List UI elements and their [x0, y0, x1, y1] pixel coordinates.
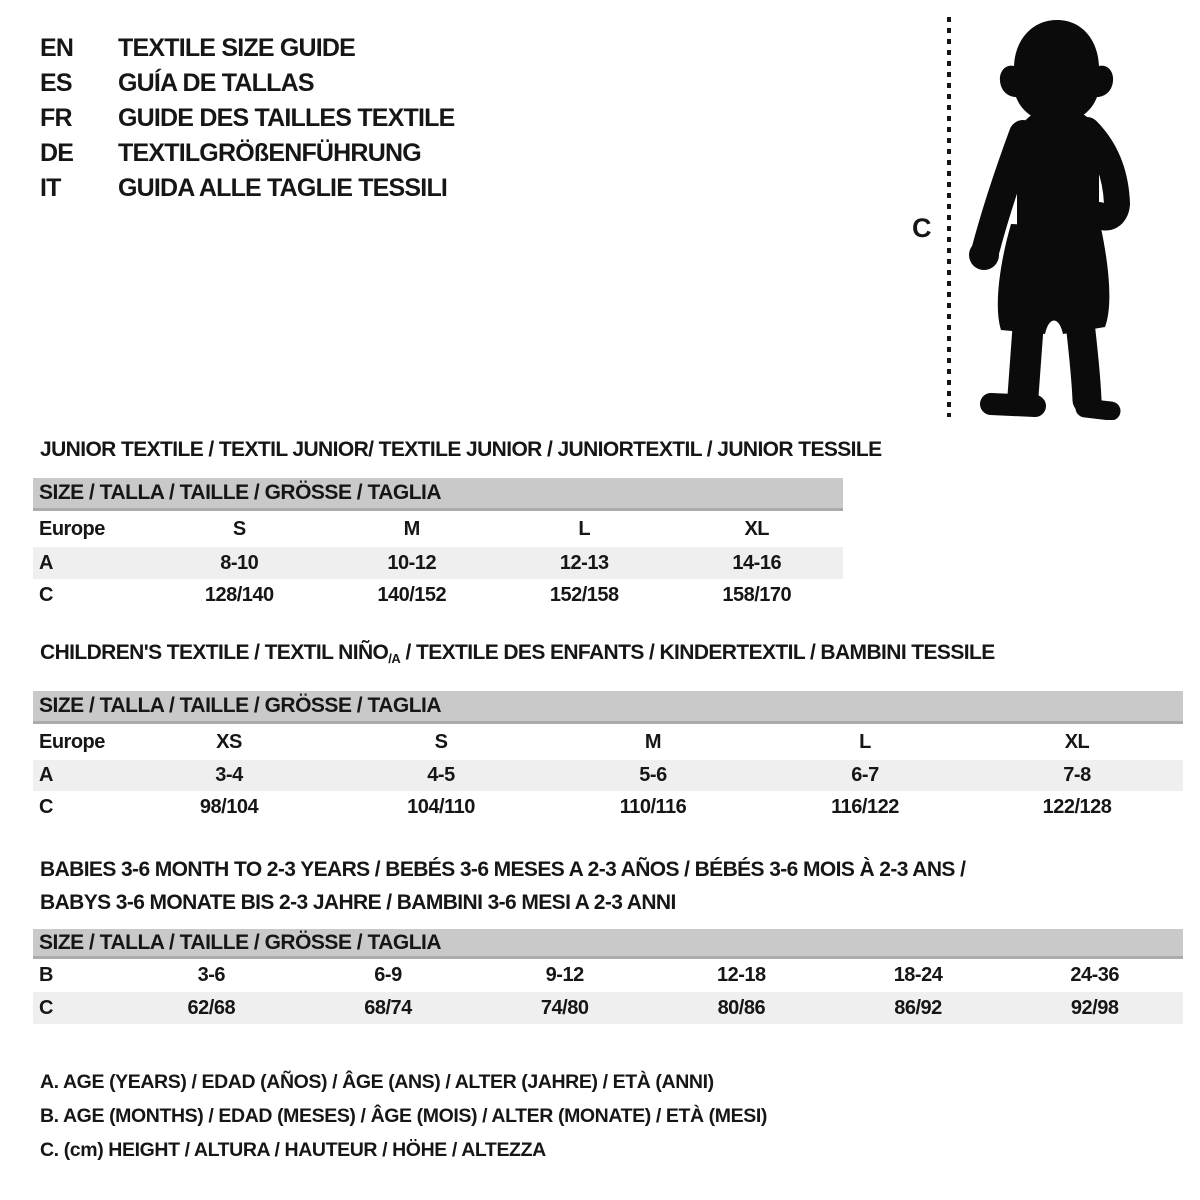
- children-size-table: [33, 691, 1183, 824]
- age-cell: 10-12: [387, 551, 437, 574]
- size-cell: M: [644, 730, 662, 753]
- row-label: B: [39, 964, 53, 986]
- language-title: GUIDA ALLE TAGLIE TESSILI: [118, 174, 448, 202]
- height-cell: 104/110: [407, 796, 475, 818]
- height-cell: 68/74: [364, 996, 412, 1019]
- language-title: GUÍA DE TALLAS: [118, 69, 314, 97]
- size-cell: XL: [744, 517, 770, 540]
- height-cell: 98/104: [199, 796, 259, 818]
- table-row: [33, 511, 843, 547]
- row-label: A: [39, 551, 53, 574]
- height-cell: 80/86: [717, 996, 766, 1019]
- age-cell: 24-36: [1070, 964, 1120, 986]
- language-title: TEXTILE SIZE GUIDE: [118, 34, 356, 62]
- age-cell: 6-9: [374, 964, 402, 986]
- legend: [40, 1071, 767, 1173]
- children-title-sub: /A: [388, 651, 401, 666]
- age-cell: 3-6: [197, 964, 226, 986]
- list-item: [40, 66, 455, 101]
- size-cell: XL: [1064, 730, 1090, 753]
- table-row: [33, 760, 1183, 791]
- height-cell: 122/128: [1042, 796, 1112, 818]
- table-header-size: SIZE / TALLA / TAILLE / GRÖSSE / TAGLIA: [33, 478, 843, 511]
- age-cell: 8-10: [220, 551, 259, 574]
- table-header-size: SIZE / TALLA / TAILLE / GRÖSSE / TAGLIA: [33, 929, 1183, 959]
- babies-section-title: [40, 853, 965, 919]
- children-title-post: / TEXTILE DES ENFANTS / KINDERTEXTIL / BAMBINI TESSILE: [400, 641, 995, 664]
- list-item: [40, 136, 455, 171]
- language-code: DE: [40, 139, 74, 167]
- table-row: [33, 724, 1183, 760]
- babies-title-line2: BABYS 3-6 MONATE BIS 2-3 JAHRE / BAMBINI 3-6 MESI A 2-3 ANNI: [40, 891, 676, 914]
- row-label: C: [39, 796, 53, 818]
- age-cell: 12-13: [559, 551, 609, 574]
- row-label: Europe: [39, 730, 105, 753]
- row-label: Europe: [39, 517, 105, 540]
- height-cell: 86/92: [894, 996, 942, 1019]
- height-measure-label: C: [912, 213, 931, 243]
- height-cell: 62/68: [187, 996, 236, 1019]
- height-cell: 128/140: [204, 584, 274, 606]
- row-label: A: [39, 764, 53, 786]
- language-title: GUIDE DES TAILLES TEXTILE: [118, 104, 455, 132]
- babies-size-table: [33, 929, 1183, 1024]
- table-header-size: SIZE / TALLA / TAILLE / GRÖSSE / TAGLIA: [33, 691, 1183, 724]
- language-code: FR: [40, 104, 72, 132]
- table-row: [33, 579, 843, 612]
- height-cell: 74/80: [540, 996, 589, 1019]
- language-title: TEXTILGRÖßENFÜHRUNG: [118, 139, 421, 167]
- age-cell: 7-8: [1063, 764, 1091, 786]
- row-label: C: [39, 996, 53, 1019]
- age-cell: 6-7: [851, 764, 879, 786]
- language-code: EN: [40, 34, 74, 62]
- junior-section-title: JUNIOR TEXTILE / TEXTIL JUNIOR/ TEXTILE JUNIOR / JUNIORTEXTIL / JUNIOR TESSILE: [40, 438, 882, 461]
- size-cell: S: [232, 517, 246, 540]
- height-measure-dotted-line: [947, 17, 951, 417]
- age-cell: 9-12: [545, 964, 584, 986]
- size-cell: L: [859, 730, 871, 753]
- legend-line-c: C. (cm) HEIGHT / ALTURA / HAUTEUR / HÖHE / ALTEZZA: [40, 1139, 546, 1161]
- table-row: [33, 959, 1183, 992]
- table-row: [33, 547, 843, 579]
- table-row: [33, 992, 1183, 1024]
- age-cell: 12-18: [717, 964, 766, 986]
- size-cell: S: [434, 730, 448, 753]
- row-label: C: [39, 584, 53, 606]
- height-cell: 110/116: [619, 796, 687, 818]
- age-cell: 4-5: [427, 764, 455, 786]
- table-row: [33, 791, 1183, 824]
- height-cell: 92/98: [1070, 996, 1119, 1019]
- children-section-title: [40, 641, 995, 666]
- age-cell: 5-6: [639, 764, 667, 786]
- height-cell: 116/122: [831, 796, 899, 818]
- size-cell: XS: [216, 730, 242, 753]
- legend-line-a: A. AGE (YEARS) / EDAD (AÑOS) / ÂGE (ANS) / ALTER (JAHRE) / ETÀ (ANNI): [40, 1071, 714, 1093]
- language-code: ES: [40, 69, 72, 97]
- size-cell: L: [578, 517, 591, 540]
- legend-line-b: B. AGE (MONTHS) / EDAD (MESES) / ÂGE (MOIS) / ALTER (MONATE) / ETÀ (MESI): [40, 1105, 767, 1127]
- list-item: [40, 171, 455, 206]
- list-item: [40, 101, 455, 136]
- size-cell: M: [403, 517, 420, 540]
- height-cell: 152/158: [549, 584, 619, 606]
- children-title-pre: CHILDREN'S TEXTILE / TEXTIL NIÑO: [40, 641, 389, 664]
- age-cell: 18-24: [893, 964, 943, 986]
- height-cell: 158/170: [722, 584, 792, 606]
- toddler-silhouette-icon: [955, 14, 1145, 420]
- height-cell: 140/152: [377, 584, 447, 606]
- age-cell: 14-16: [732, 551, 782, 574]
- age-cell: 3-4: [215, 764, 243, 786]
- list-item: [40, 31, 455, 66]
- language-title-list: [40, 31, 455, 206]
- junior-size-table: [33, 478, 843, 612]
- babies-title-line1: BABIES 3-6 MONTH TO 2-3 YEARS / BEBÉS 3-6 MESES A 2-3 AÑOS / BÉBÉS 3-6 MOIS À 2-3 ANS /: [40, 858, 966, 881]
- language-code: IT: [40, 174, 61, 202]
